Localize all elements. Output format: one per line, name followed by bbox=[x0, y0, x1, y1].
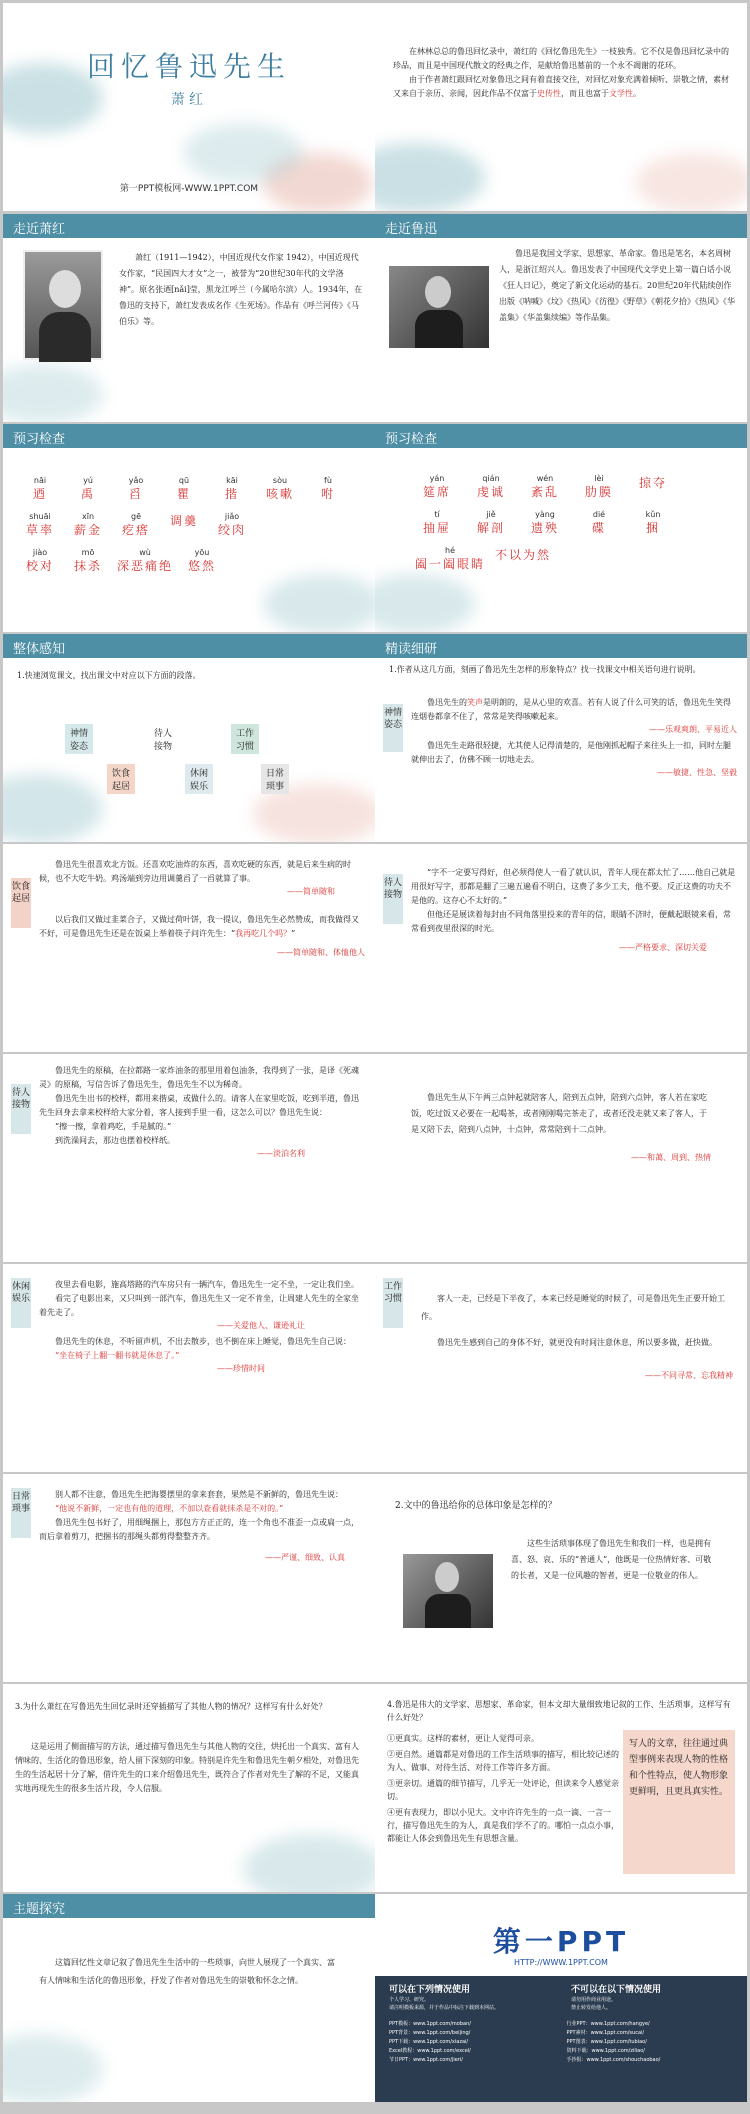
pinyin-word bbox=[469, 510, 513, 536]
pinyin: nāi bbox=[33, 476, 47, 485]
hanzi-word: 草率 bbox=[25, 523, 54, 537]
pinyin: yǎo bbox=[128, 476, 144, 485]
pinyin-word bbox=[21, 476, 59, 502]
resource-link[interactable]: Excel教程：www.1ppt.com/excel/ bbox=[389, 2048, 471, 2054]
quote-4: 到洗澡间去，那边也摆着校样纸。 bbox=[55, 1136, 175, 1145]
pinyin: qū bbox=[178, 476, 190, 485]
pinyin-word bbox=[523, 474, 567, 500]
pinyin-word bbox=[631, 474, 675, 500]
slide-2-intro[interactable] bbox=[375, 3, 747, 211]
question: 3.为什么萧红在写鲁迅先生回忆录时还穿插描写了其他人物的情况？这样写有什么好处？ bbox=[15, 1702, 327, 1711]
pinyin: mō bbox=[81, 548, 95, 557]
summary-2: ——简单随和、体恤他人 bbox=[277, 948, 365, 957]
resource-link[interactable]: PPT模板：www.1ppt.com/moban/ bbox=[389, 2021, 471, 2027]
pinyin-word bbox=[69, 548, 107, 574]
slide-14-work-habit[interactable] bbox=[375, 1264, 747, 1472]
question: 1.快速浏览课文，找出课文中对应以下方面的段落。 bbox=[17, 671, 201, 680]
pinyin-table bbox=[415, 474, 715, 582]
link-list[interactable] bbox=[389, 2020, 739, 2065]
resource-link[interactable]: 行业PPT：www.1ppt.com/hangye/ bbox=[566, 2021, 650, 2027]
pinyin-word bbox=[577, 510, 621, 536]
pinyin: yàng bbox=[535, 510, 555, 519]
resource-link[interactable]: 节日PPT：www.1ppt.com/jieri/ bbox=[389, 2057, 463, 2063]
slide-16-impression[interactable] bbox=[375, 1474, 747, 1682]
pinyin-row bbox=[21, 476, 361, 502]
hanzi-word: 肋膜 bbox=[584, 485, 613, 499]
hanzi-word: 掠夺 bbox=[638, 476, 667, 490]
pinyin-row bbox=[21, 512, 361, 538]
hanzi-word: 悠然 bbox=[188, 559, 217, 573]
resource-link[interactable]: 手抄报：www.1ppt.com/shouchaobao/ bbox=[566, 2057, 661, 2063]
quote-1: 鲁迅先生的笑声是明朗的，是从心里的欢喜。若有人说了什么可笑的话，鲁迅先生笑得连烟卷都拿不住了，常常是笑得咳嗽起来。 bbox=[411, 698, 731, 721]
tag-4: 饮食起居 bbox=[107, 764, 135, 794]
pinyin-table bbox=[21, 476, 361, 584]
quote-1: 别人都不注意，鲁迅先生把海婴摆里的拿来套套，果然是不新鲜的，鲁迅先生说： bbox=[55, 1490, 343, 1499]
question: 1.作者从这几方面，刻画了鲁迅先生怎样的形象特点？找一找课文中相关语句进行说明。 bbox=[389, 665, 701, 674]
slide-20-credits[interactable] bbox=[375, 1894, 747, 2102]
hanzi-word: 禹 bbox=[80, 487, 95, 501]
hanzi-word: 瞿 bbox=[176, 487, 191, 501]
pinyin: jiào bbox=[32, 548, 48, 557]
hanzi-word: 不以为然 bbox=[495, 548, 552, 562]
quote-1: 客人一走，已经是下半夜了，本来已经是睡觉的时候了，可是鲁迅先生正要开始工作。 bbox=[421, 1294, 725, 1321]
pinyin-row bbox=[415, 546, 715, 572]
hanzi-word: 虔诚 bbox=[476, 485, 505, 499]
hanzi-word: 碟 bbox=[591, 521, 606, 535]
pinyin-word bbox=[495, 546, 551, 572]
category-label: 待人接物 bbox=[11, 1084, 31, 1134]
pinyin: jiǎo bbox=[224, 512, 240, 521]
slide-9-diet[interactable] bbox=[3, 844, 375, 1052]
tag-5: 休闲娱乐 bbox=[185, 764, 213, 794]
quote-1: 鲁迅先生很喜欢北方饭。还喜欢吃油炸的东西，喜欢吃硬的东西，就是后来生病的时候，也不大吃牛奶。鸡汤端到旁边用调羹舀了一舀就算了事。 bbox=[39, 860, 351, 883]
resource-link[interactable]: PPT背景：www.1ppt.com/beijing/ bbox=[389, 2030, 471, 2036]
benefit-item: ②更自然。通篇都是对鲁迅的工作生活琐事的描写，相比较记述的为人、做事、对待生活、对待工作等许多方面。 bbox=[387, 1750, 619, 1772]
page-title: 回忆鲁迅先生 bbox=[86, 50, 291, 83]
quote-1: 夜里去看电影，施高塔路的汽车房只有一辆汽车，鲁迅先生一定不坐，一定让我们坐。 bbox=[55, 1280, 359, 1289]
tag-2: 待人接物 bbox=[153, 729, 172, 752]
resource-link[interactable]: PPT素材：www.1ppt.com/sucai/ bbox=[566, 2030, 645, 2036]
quote-3: “擦一擦，拿着鸡吃，手是腻的。” bbox=[55, 1122, 172, 1131]
slide-13-leisure[interactable] bbox=[3, 1264, 375, 1472]
hanzi-word: 深恶痛绝 bbox=[117, 559, 174, 573]
pinyin-word bbox=[21, 548, 59, 574]
pinyin-word bbox=[117, 548, 173, 574]
pinyin: yōu bbox=[194, 548, 210, 557]
category-label: 饮食起居 bbox=[11, 878, 31, 928]
quote-2: 但他还是展读着每封由不同角落里投来的青年的信，眼睛不济时，便戴起眼镜来看，常常看到夜里很深的时光。 bbox=[411, 910, 731, 933]
forbidden-heading: 不可以在以下情况使用 bbox=[571, 1985, 662, 1995]
usage-panel bbox=[375, 1976, 747, 2102]
quote-1: 鲁迅先生从下午两三点钟起就陪客人，陪到五点钟，陪到六点钟，客人若在家吃饭，吃过饭又必要在一起喝茶，或者刚刚喝完茶走了，或者还没走就又来了客人，于是又陪下去，陪到八点钟，十点钟，常常陪到十二点钟。 bbox=[411, 1093, 707, 1134]
summary: ——和蔼、周到、热情 bbox=[631, 1153, 711, 1162]
intro-paragraph-2: 由于作者萧红跟回忆对象鲁迅之间有着直接交往，对回忆对象充满着倾听、崇敬之情，素材又来自于亲历、亲闻，因此作品不仅富于史传性，而且也富于文学性。 bbox=[393, 75, 729, 98]
pinyin: gē bbox=[131, 512, 141, 521]
question: 4.鲁迅是伟大的文学家、思想家、革命家，但本文却大量细致地记叙的工作、生活琐事，这样写有什么好处？ bbox=[387, 1700, 731, 1722]
pinyin-word bbox=[21, 512, 59, 538]
resource-link[interactable]: 资料下载：www.1ppt.com/ziliao/ bbox=[566, 2048, 645, 2054]
hanzi-word: 绞肉 bbox=[217, 523, 246, 537]
pinyin: wén bbox=[536, 474, 554, 483]
hanzi-word: 解剖 bbox=[476, 521, 505, 535]
allowed-item-1: 个人学习、研究。 bbox=[389, 1997, 430, 2003]
pinyin-word bbox=[213, 512, 251, 538]
slide-header: 走近萧红 bbox=[3, 214, 375, 238]
quote-2: 鲁迅先生感到自己的身体不好，就更没有时间注意休息，所以要多做，赶快做。 bbox=[437, 1338, 717, 1347]
pinyin-word bbox=[183, 548, 221, 574]
hanzi-word: 筵席 bbox=[422, 485, 451, 499]
answer: 这些生活琐事体现了鲁迅先生和我们一样，也是拥有喜、怒、哀、乐的“普通人”，他既是一位热情好客、可敬的长者，又是一位风趣的智者，更是一位敬业的伟人。 bbox=[511, 1539, 712, 1580]
pinyin: kāi bbox=[226, 476, 238, 485]
allowed-item-2: 请注明模板来源，并于作品中标注下载到本网站。 bbox=[389, 2005, 500, 2011]
author: 萧红 bbox=[171, 92, 207, 108]
hanzi-word: 校对 bbox=[25, 559, 54, 573]
pinyin-word bbox=[117, 512, 155, 538]
category-label: 日常琐事 bbox=[11, 1488, 31, 1538]
site-url: HTTP://WWW.1PPT.COM bbox=[514, 1958, 608, 1967]
pinyin: fù bbox=[324, 476, 332, 485]
pinyin: dié bbox=[592, 510, 606, 519]
summary-1: ——关爱他人、谦逊礼让 bbox=[217, 1321, 305, 1330]
slide-15-daily-matters[interactable] bbox=[3, 1474, 375, 1682]
xiaohong-bio: 萧红（1911—1942），中国近现代女作家 1942），中国近现代女作家，“民国四大才女”之一，被誉为“20世纪30年代的文学洛神”。原名张迺[nǎi]莹，黑龙江呼兰（今属哈尔滨）人。1934年，在鲁迅的支持下，萧红发表成名作《生死场》。作品有《呼兰河传》《马伯乐》等。 bbox=[119, 253, 363, 326]
luxun-photo bbox=[403, 1554, 493, 1628]
slide-11-hospitality-2[interactable] bbox=[3, 1054, 375, 1262]
resource-link[interactable]: PPT下载：www.1ppt.com/xiazai/ bbox=[389, 2039, 469, 2045]
luxun-photo bbox=[389, 266, 489, 348]
pinyin: wù bbox=[139, 548, 151, 557]
slide-7-overview[interactable] bbox=[3, 634, 375, 842]
pinyin-word bbox=[523, 510, 567, 536]
pinyin: qián bbox=[482, 474, 500, 483]
summary: ——严谨、细致、认真 bbox=[265, 1553, 345, 1562]
slide-8-close-reading[interactable] bbox=[375, 634, 747, 842]
pinyin-word bbox=[117, 476, 155, 502]
hanzi-word: 抽屉 bbox=[422, 521, 451, 535]
hanzi-word: 咳嗽 bbox=[265, 487, 294, 501]
quote-2: 看完了电影出来，又只叫到一部汽车，鲁迅先生又一定不肯坐，让周建人先生的全家坐着先走了。 bbox=[39, 1294, 359, 1317]
slide-header: 整体感知 bbox=[3, 634, 375, 658]
slide-header: 主题探究 bbox=[3, 1894, 375, 1918]
pinyin-word bbox=[213, 476, 251, 502]
note-box: 写人的文章，往往通过典型事例来表现人物的性格和个性特点，使人物形象更鲜明，且更具真实性。 bbox=[623, 1730, 735, 1874]
slide-header: 走近鲁迅 bbox=[375, 214, 747, 238]
hanzi-word: 迺 bbox=[32, 487, 47, 501]
quote-2: 以后我们又做过韭菜合子，又做过荷叶饼，我一提议，鲁迅先生必然赞成，而我做得又不好，可是鲁迅先生还是在饭桌上举着筷子问许先生：“我再吃几个吗？” bbox=[39, 915, 359, 938]
summary-2: ——敏捷、性急、坚毅 bbox=[657, 768, 737, 777]
quote-4: “坐在椅子上翻一翻书就是休息了。” bbox=[55, 1351, 180, 1360]
summary: ——严格要求、深切关爱 bbox=[619, 943, 707, 952]
pinyin-word bbox=[577, 474, 621, 500]
pinyin-word bbox=[69, 476, 107, 502]
hanzi-word: 舀 bbox=[128, 487, 143, 501]
category-label: 工作习惯 bbox=[383, 1278, 403, 1328]
theme-text: 这篇回忆性文章记叙了鲁迅先生生活中的一些琐事，向世人展现了一个真实、富有人情味和生活化的鲁迅形象，抒发了作者对鲁迅先生的崇敬和怀念之情。 bbox=[39, 1958, 335, 1985]
pinyin-word bbox=[309, 476, 347, 502]
quote-1: 鲁迅先生的原稿，在拉都路一家炸油条的那里用着包油条，我得到了一张，是译《死魂灵》的原稿，写信告诉了鲁迅先生，鲁迅先生不以为稀奇。 bbox=[39, 1066, 359, 1089]
pinyin-word bbox=[469, 474, 513, 500]
quote-1: “字不一定要写得好，但必须得使人一看了就认识，青年人现在都太忙了……他自己就是用很好写字，那都是翻了三遍五遍看不明白，这费了多少工夫，他不要。反正这费的功夫不是他的。这存心不太好的。” bbox=[411, 868, 736, 905]
quote-2: 鲁迅先生走路很轻捷，尤其使人记得清楚的，是他刚抓起帽子来往头上一扣，同时左腿就伸出去了，仿佛不顾一切地走去。 bbox=[411, 741, 731, 764]
pinyin: kǔn bbox=[645, 510, 661, 519]
hanzi-word: 揩 bbox=[224, 487, 239, 501]
slide-19-theme[interactable] bbox=[3, 1894, 375, 2102]
pinyin-word bbox=[415, 510, 459, 536]
slide-1-title[interactable] bbox=[3, 3, 375, 211]
benefit-item: ③更亲切。通篇的细节描写，几乎无一处评论，但读来令人感觉亲切。 bbox=[387, 1779, 619, 1801]
pinyin: tí bbox=[434, 510, 440, 519]
slide-header: 精读细研 bbox=[375, 634, 747, 658]
summary-2: ——珍惜时间 bbox=[217, 1364, 265, 1373]
slide-6-preview-2[interactable] bbox=[375, 424, 747, 632]
pinyin-word bbox=[165, 512, 203, 538]
category-label: 休闲娱乐 bbox=[11, 1278, 31, 1328]
tag-1: 神情姿态 bbox=[65, 724, 93, 754]
slide-17-side-description[interactable] bbox=[3, 1684, 375, 1892]
pinyin-word bbox=[415, 474, 459, 500]
pinyin-word bbox=[69, 512, 107, 538]
slide-4-luxun[interactable] bbox=[375, 214, 747, 422]
question: 2.文中的鲁迅给你的总体印象是怎样的？ bbox=[395, 1501, 557, 1511]
summary-1: ——乐观爽朗、平易近人 bbox=[649, 725, 737, 734]
quote-2: “他说不新鲜，一定也有他的道理，不加以查看就抹杀是不对的。” bbox=[55, 1504, 284, 1513]
slide-header: 预习检查 bbox=[3, 424, 375, 448]
category-label: 神情姿态 bbox=[383, 704, 403, 752]
category-label: 待人接物 bbox=[383, 874, 403, 924]
pinyin-word bbox=[631, 510, 675, 536]
hanzi-word: 捆 bbox=[645, 521, 660, 535]
intro-paragraph-1: 在林林总总的鲁迅回忆录中，萧红的《回忆鲁迅先生》一枝独秀。它不仅是鲁迅回忆录中的珍品，而且是中国现代散文的经典之作，是献给鲁迅墓前的一个永不凋谢的花环。 bbox=[393, 47, 729, 70]
answer: 这是运用了侧面描写的方法，通过描写鲁迅先生与其他人物的交往，烘托出一个真实、富有人情味的、生活化的鲁迅形象，给人留下深刻的印象。特别是许先生和鲁迅先生朝夕相处，对鲁迅先生的生活起居十分了解，借许先生的口来介绍鲁迅先生，既符合了作者对先生了解的不足，又能真实地再现先生的很多生活片段，令人信服。 bbox=[15, 1742, 359, 1793]
allowed-heading: 可以在下列情况使用 bbox=[389, 1985, 471, 1995]
pinyin: yán bbox=[429, 474, 445, 483]
luxun-bio: 鲁迅是我国文学家、思想家、革命家。鲁迅是笔名，本名周树人，是浙江绍兴人。鲁迅发表了中国现代文学史上第一篇白话小说《狂人日记》，奠定了新文化运动的基石。20世纪20年代陆续创作出版《呐喊》《坟》《热风》《彷徨》《野草》《朝花夕拾》《热风》《华盖集》《华盖集续编》等作品集。 bbox=[499, 249, 735, 322]
benefit-item: ①更真实。这样的素材，更让人觉得可亲。 bbox=[387, 1734, 539, 1743]
slide-12-hospitality-3[interactable] bbox=[375, 1054, 747, 1262]
xiaohong-portrait bbox=[23, 250, 103, 360]
quote-2: 鲁迅先生出书的校样，都用来揩桌，或做什么的。请客人在家里吃饭，吃到半道，鲁迅先生回身去拿来校样给大家分着，客人接到手里一看，这怎么可以？鲁迅先生说： bbox=[39, 1094, 359, 1117]
summary-1: ——简单随和 bbox=[287, 887, 335, 896]
pinyin: xīn bbox=[81, 512, 95, 521]
site-credit: 第一PPT模板网-WWW.1PPT.COM bbox=[119, 184, 259, 194]
forbidden-item-1: 请勿用作商业用途。 bbox=[571, 1997, 617, 2003]
pinyin-row bbox=[415, 510, 715, 536]
pinyin: sòu bbox=[272, 476, 288, 485]
pinyin-word bbox=[415, 546, 485, 572]
hanzi-word: 抹杀 bbox=[73, 559, 102, 573]
benefit-list bbox=[387, 1732, 619, 1848]
forbidden-item-2: 禁止转发给他人。 bbox=[571, 2005, 612, 2011]
hanzi-word: 紊乱 bbox=[530, 485, 559, 499]
pinyin: shuāi bbox=[29, 512, 51, 521]
benefit-item: ④更有表现力，即以小见大。文中许许先生的一点一滴、一言一行，描写鲁迅先生的为人，真是我们学不了的。哪怕一点点小事，都能让人体会到鲁迅先生有思想含量。 bbox=[387, 1808, 619, 1843]
pinyin: yú bbox=[83, 476, 93, 485]
pinyin-row bbox=[415, 474, 715, 500]
pinyin: jiě bbox=[486, 510, 496, 519]
hanzi-word: 调羹 bbox=[169, 514, 198, 528]
pinyin-word bbox=[261, 476, 299, 502]
slide-3-xiaohong[interactable] bbox=[3, 214, 375, 422]
slide-header: 预习检查 bbox=[375, 424, 747, 448]
hanzi-word: 薪金 bbox=[73, 523, 102, 537]
slide-18-trivia-benefit[interactable] bbox=[375, 1684, 747, 1892]
hanzi-word: 遗殃 bbox=[530, 521, 559, 535]
tag-6: 日常琐事 bbox=[261, 764, 289, 794]
summary: ——不同寻常、忘我精神 bbox=[645, 1371, 733, 1380]
quote-3: 鲁迅先生的休息，不听留声机，不出去散步，也不倒在床上睡觉，鲁迅先生自己说： bbox=[55, 1337, 351, 1346]
slide-5-preview-1[interactable] bbox=[3, 424, 375, 632]
hanzi-word: 咐 bbox=[320, 487, 335, 501]
resource-link[interactable]: PPT图表：www.1ppt.com/tubiao/ bbox=[566, 2039, 647, 2045]
tag-3: 工作习惯 bbox=[231, 724, 259, 754]
pinyin-row bbox=[21, 548, 361, 574]
pinyin: lèi bbox=[594, 474, 604, 483]
hanzi-word: 阖一阖眼睛 bbox=[415, 557, 486, 571]
quote-3: 鲁迅先生包书好了，用细绳捆上，那包方方正正的，连一个角也不准歪一点或扁一点，而后拿着剪刀，把捆书的那绳头都剪得整整齐齐。 bbox=[39, 1518, 359, 1541]
pinyin: hé bbox=[445, 546, 455, 555]
summary: ——淡泊名利 bbox=[257, 1149, 305, 1158]
logo: 第一PPT bbox=[492, 1925, 630, 1958]
hanzi-word: 疙瘩 bbox=[121, 523, 150, 537]
pinyin-word bbox=[165, 476, 203, 502]
slide-10-hospitality[interactable] bbox=[375, 844, 747, 1052]
